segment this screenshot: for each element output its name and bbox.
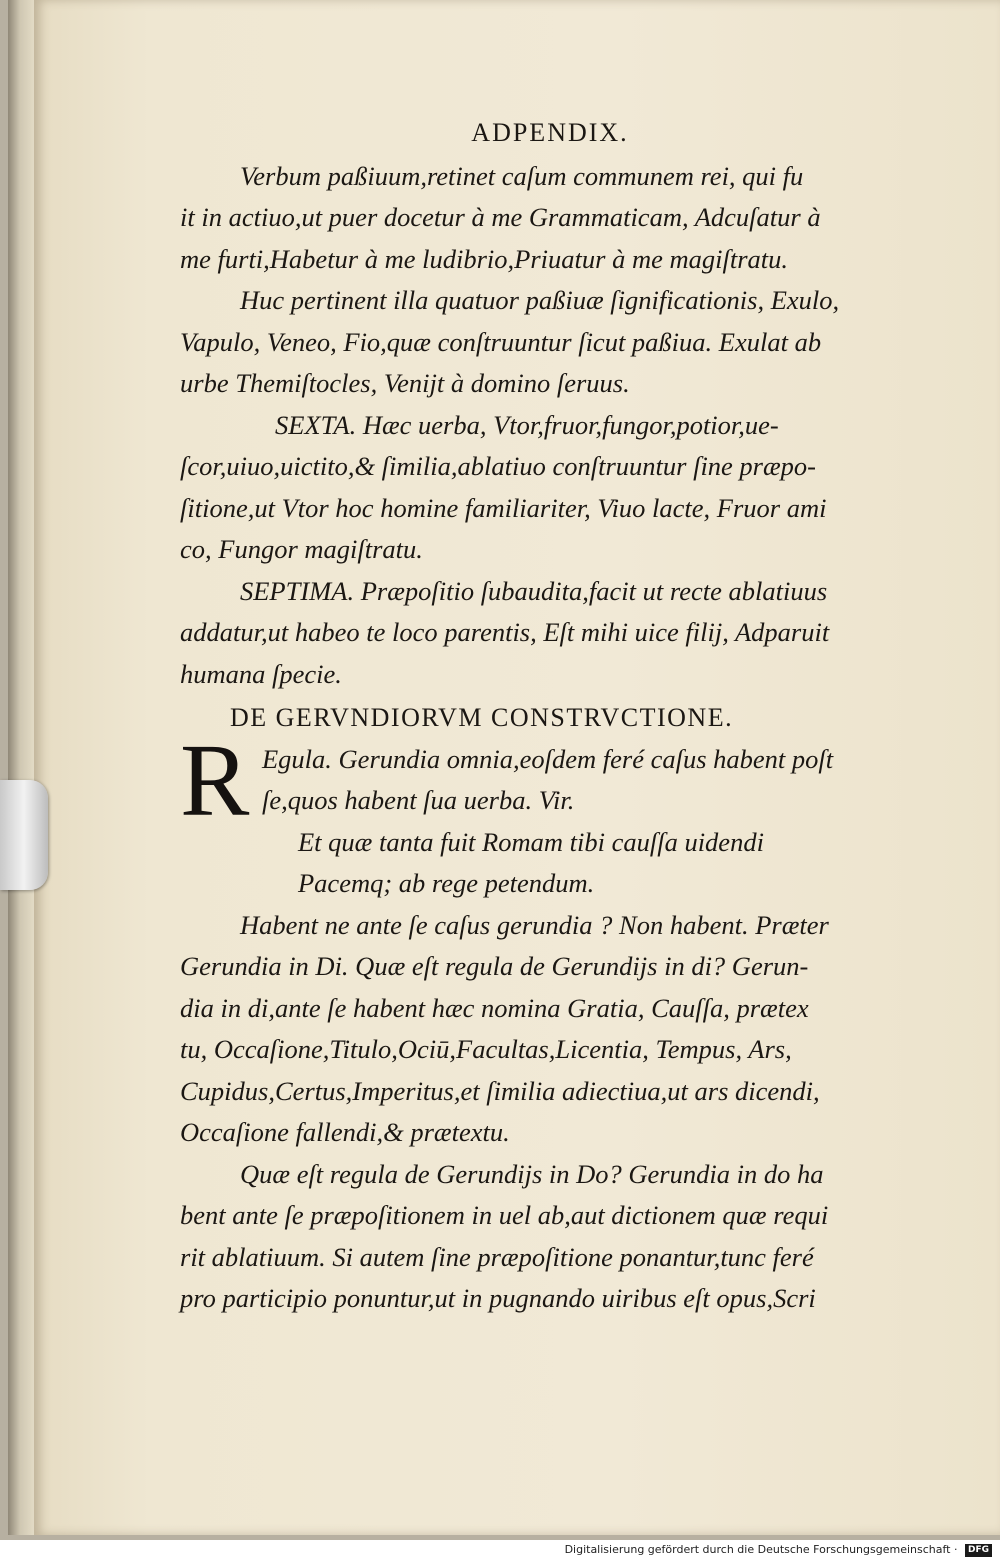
text-line: ſitione,ut Vtor hoc homine familiariter, Viuo lacte, Fruor ami (180, 492, 827, 523)
text-line: co, Fungor magiſtratu. (180, 534, 423, 564)
text-line: dia in di,ante ſe habent hæc nomina Gratia, Cauſſa, prætex (180, 992, 809, 1023)
drop-cap: R (180, 722, 250, 838)
page-clip (0, 780, 48, 890)
text-line: it in actiuo,ut puer docetur à me Grammaticam, Adcuſatur à (180, 202, 821, 232)
text-line: addatur,ut habeo te loco parentis, Eſt mihi uice filij, Adparuit (180, 617, 830, 647)
text-line: Verbum paßiuum,retinet caſum communem rei, qui fu (240, 160, 804, 191)
text-line: Huc pertinent illa quatuor paßiuæ ſignificationis, Exulo, (240, 285, 840, 315)
footer-text: Digitalisierung gefördert durch die Deutsche Forschungsgemeinschaft · (564, 1543, 958, 1556)
text-line: ſcor,uiuo,uictito,& ſimilia,ablatiuo conſtruuntur ſine præpo- (180, 451, 816, 481)
text-line: Occaſione fallendi,& prætextu. (180, 1117, 510, 1147)
paragraph-sexta (180, 405, 920, 571)
paragraph-1 (180, 156, 920, 281)
text-line: Vapulo, Veneo, Fio,quæ conſtruuntur ſicut paßiua. Exulat ab (180, 326, 822, 357)
text-line: SEXTA. Hæc uerba, Vtor,fruor,fungor,potior,ue- (275, 409, 779, 440)
text-line: Egula. Gerundia omnia,eoſdem feré caſus habent poſt (262, 743, 834, 774)
section-heading: DE GERVNDIORVM CONSTRVCTIONE. (230, 703, 734, 732)
page-text (180, 112, 920, 1320)
page-heading: ADPENDIX. (471, 118, 629, 147)
text-line: me furti,Habetur à me ludibrio,Priuatur à me magiſtratu. (180, 243, 789, 274)
text-line: pro participio ponuntur,ut in pugnando uiribus eſt opus,Scri (180, 1283, 816, 1313)
text-line: urbe Themiſtocles, Veniјt à domino ſeruus. (180, 368, 630, 398)
text-line: Cupidus,Certus,Imperitus,et ſimilia adiectiua,ut ars dicendi, (180, 1075, 820, 1106)
paragraph-gerundia-di (180, 905, 920, 1154)
text-line: rit ablatiuum. Si autem ſine præpoſitione ponantur,tunc feré (180, 1241, 814, 1272)
verse-line: Et quæ tanta fuit Romam tibi cauſſa uidendi (298, 826, 764, 857)
verse-quote (180, 822, 920, 905)
paragraph-gerundia-do (180, 1154, 920, 1320)
verse-line: Pacemq; ab rege petendum. (298, 868, 595, 898)
text-line: humana ſpecie. (180, 658, 342, 689)
text-line: tu, Occaſione,Titulo,Ociū,Facultas,Licentia, Tempus, Ars, (180, 1034, 792, 1064)
text-line: bent ante ſe præpoſitionem in uel ab,aut dictionem quæ requi (180, 1200, 829, 1230)
funding-footer (0, 1540, 1000, 1559)
text-line: Gerundia in Di. Quæ eſt regula de Gerundijs in di? Gerun- (180, 951, 809, 981)
text-line: Quæ eſt regula de Gerundijs in Do? Gerundia in do ha (240, 1158, 824, 1189)
rule-block (180, 722, 920, 838)
paragraph-2 (180, 280, 920, 405)
text-line: Habent ne ante ſe caſus gerundia ? Non habent. Præter (240, 909, 829, 940)
dfg-logo: DFG (965, 1544, 992, 1557)
text-line: SEPTIMA. Præpoſitio ſubaudita,facit ut recte ablatiuus (240, 575, 828, 606)
paragraph-septima (180, 571, 920, 696)
text-line: ſe,quos habent ſua uerba. Vir. (262, 785, 575, 815)
